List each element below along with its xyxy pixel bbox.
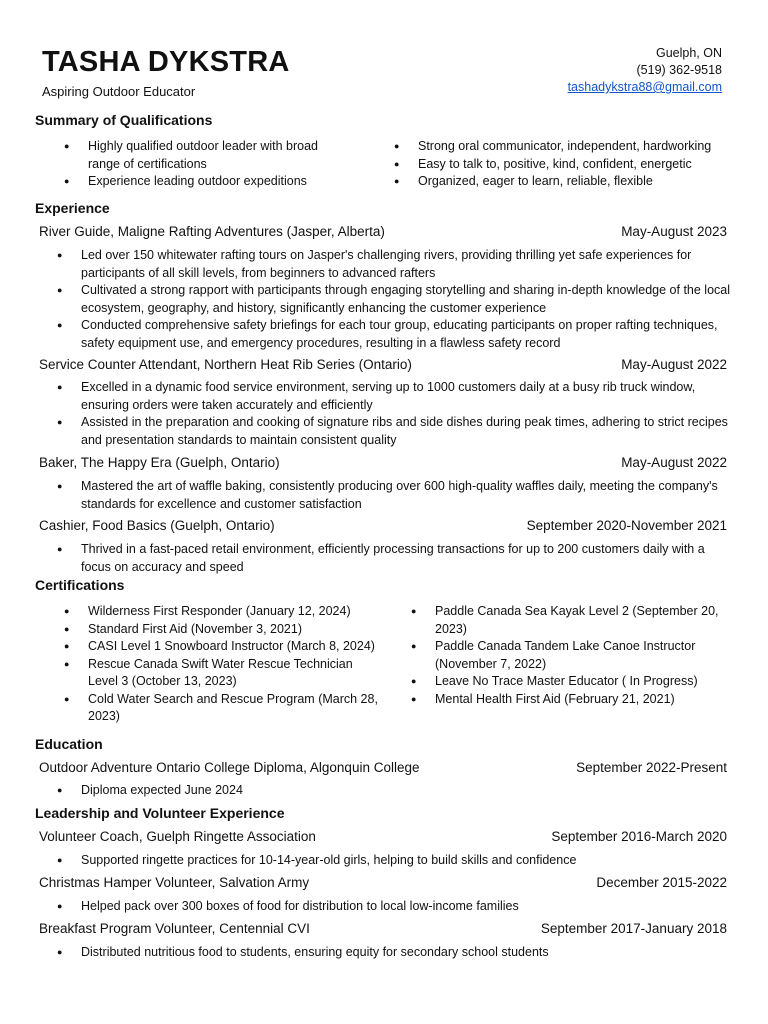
list-item: ● Organized, eager to learn, reliable, flexible (394, 173, 744, 191)
list-item: ● Easy to talk to, positive, kind, confident, energetic (394, 156, 744, 174)
email-link[interactable]: tashadykstra88@gmail.com (567, 80, 722, 94)
list-item: ● Conducted comprehensive safety briefings for each tour group, educating participants on proper rafting techniques, safety equipment use, and emergency procedures, resulting in a flawless safety record (57, 317, 732, 352)
list-item: ● Helped pack over 300 boxes of food for distribution to local low-income families (57, 898, 732, 916)
leadership-heading: Leadership and Volunteer Experience (35, 805, 285, 821)
certifications-left-list (64, 603, 382, 726)
volunteer-bullets (57, 852, 732, 870)
list-item: ● Leave No Trace Master Educator ( In Progress) (411, 673, 741, 691)
summary-heading: Summary of Qualifications (35, 112, 213, 128)
certifications-heading: Certifications (35, 577, 125, 593)
list-item: ● Mastered the art of waffle baking, consistently producing over 600 high-quality waffles daily, meeting the company's standards for excellence and customer satisfaction (57, 478, 732, 513)
summary-right-list (394, 138, 744, 191)
job-entry (39, 357, 727, 372)
job-dates: May-August 2022 (621, 455, 727, 470)
volunteer-entry (39, 875, 727, 890)
volunteer-bullets (57, 898, 732, 916)
volunteer-title: Volunteer Coach, Guelph Ringette Association (39, 829, 316, 844)
job-dates: May-August 2022 (621, 357, 727, 372)
job-entry (39, 224, 727, 239)
summary-left-list (64, 138, 326, 191)
list-item: ● Distributed nutritious food to students, ensuring equity for secondary school students (57, 944, 732, 962)
list-item: ● Mental Health First Aid (February 21, 2021) (411, 691, 741, 709)
volunteer-title: Christmas Hamper Volunteer, Salvation Army (39, 875, 310, 890)
list-item: ● Standard First Aid (November 3, 2021) (64, 621, 382, 639)
education-dates: September 2022-Present (576, 760, 727, 775)
certifications-right-list (411, 603, 741, 708)
job-entry (39, 455, 727, 470)
list-item: ● Experience leading outdoor expeditions (64, 173, 326, 191)
list-item: ● Strong oral communicator, independent, hardworking (394, 138, 744, 156)
volunteer-bullets (57, 944, 732, 962)
list-item: ● Assisted in the preparation and cooking of signature ribs and side dishes during peak times, adhering to strict recipes and presentation standards to maintain consistent quality (57, 414, 732, 449)
education-bullets (57, 782, 732, 800)
job-bullets (57, 379, 732, 449)
list-item: ● Paddle Canada Tandem Lake Canoe Instructor (November 7, 2022) (411, 638, 741, 673)
list-item: ● Cultivated a strong rapport with participants through engaging storytelling and sharing in-depth knowledge of the local ecosystem, geography, and history, significantly enhancing the customer experience (57, 282, 732, 317)
job-bullets (57, 478, 732, 513)
list-item: ● Rescue Canada Swift Water Rescue Technician Level 3 (October 13, 2023) (64, 656, 382, 691)
volunteer-dates: September 2017-January 2018 (540, 921, 727, 936)
job-dates: May-August 2023 (621, 224, 727, 239)
education-entry (39, 760, 727, 775)
job-bullets (57, 541, 732, 576)
volunteer-dates: September 2016-March 2020 (551, 829, 727, 844)
list-item: ● Supported ringette practices for 10-14-year-old girls, helping to build skills and confidence (57, 852, 732, 870)
job-title: Baker, The Happy Era (Guelph, Ontario) (39, 455, 280, 470)
job-bullets (57, 247, 732, 352)
list-item: ● Paddle Canada Sea Kayak Level 2 (September 20, 2023) (411, 603, 741, 638)
job-dates: September 2020-November 2021 (526, 518, 727, 533)
tagline: Aspiring Outdoor Educator (42, 84, 196, 99)
job-title: River Guide, Maligne Rafting Adventures (Jasper, Alberta) (39, 224, 385, 239)
volunteer-title: Breakfast Program Volunteer, Centennial CVI (39, 921, 310, 936)
contact-block (568, 45, 722, 96)
education-heading: Education (35, 736, 103, 752)
candidate-name: TASHA DYKSTRA (42, 46, 290, 78)
experience-heading: Experience (35, 200, 110, 216)
volunteer-dates: December 2015-2022 (596, 875, 727, 890)
job-title: Cashier, Food Basics (Guelph, Ontario) (39, 518, 275, 533)
list-item: ● CASI Level 1 Snowboard Instructor (March 8, 2024) (64, 638, 382, 656)
volunteer-entry (39, 921, 727, 936)
volunteer-entry (39, 829, 727, 844)
list-item: ● Wilderness First Responder (January 12, 2024) (64, 603, 382, 621)
list-item: ● Led over 150 whitewater rafting tours on Jasper's challenging rivers, providing thrilling yet safe experiences for participants of all skill levels, from beginners to advanced rafters (57, 247, 732, 282)
list-item: ● Highly qualified outdoor leader with broad range of certifications (64, 138, 326, 173)
list-item: ● Thrived in a fast-paced retail environment, efficiently processing transactions for up to 200 customers daily with a focus on accuracy and speed (57, 541, 732, 576)
phone: (519) 362-9518 (636, 63, 722, 77)
education-title: Outdoor Adventure Ontario College Diploma, Algonquin College (39, 760, 420, 775)
location: Guelph, ON (655, 46, 722, 60)
list-item: ● Diploma expected June 2024 (57, 782, 732, 800)
job-entry (39, 518, 727, 533)
list-item: ● Excelled in a dynamic food service environment, serving up to 1000 customers daily at a busy rib truck window, ensuring orders were taken accurately and efficiently (57, 379, 732, 414)
job-title: Service Counter Attendant, Northern Heat Rib Series (Ontario) (39, 357, 412, 372)
list-item: ● Cold Water Search and Rescue Program (March 28, 2023) (64, 691, 382, 726)
